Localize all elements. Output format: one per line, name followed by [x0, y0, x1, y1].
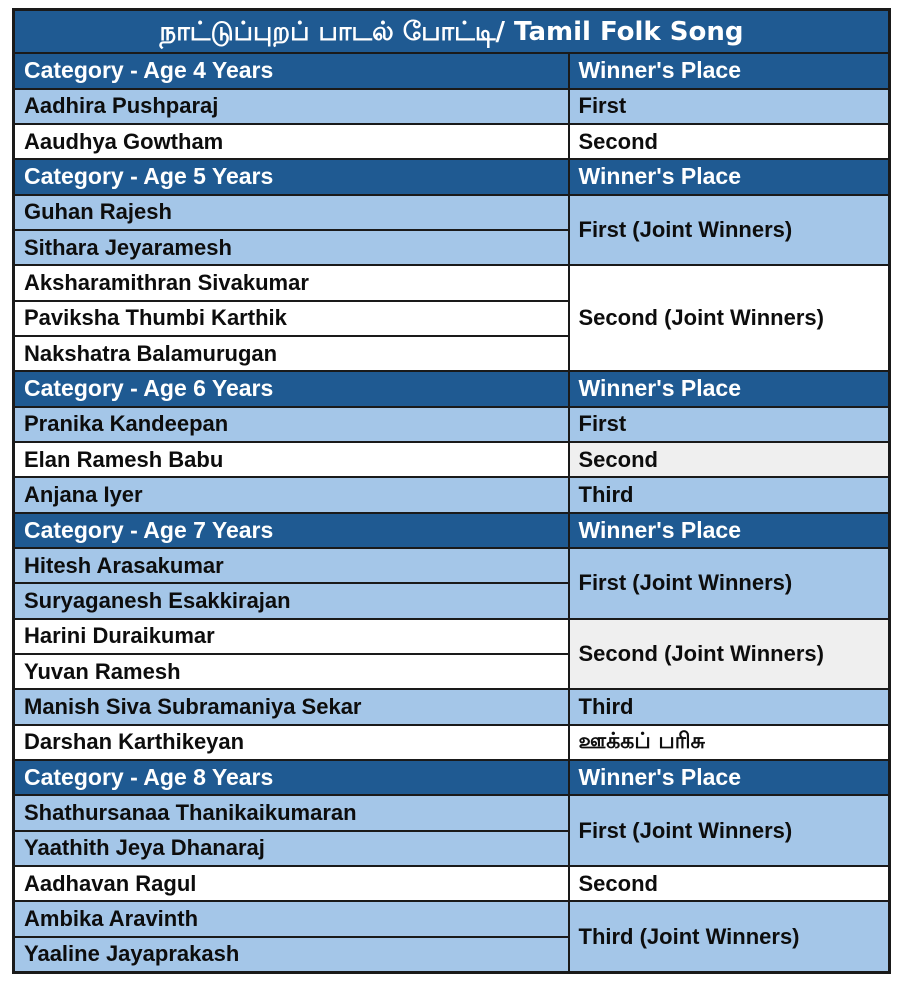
participant-name: Nakshatra Balamurugan: [14, 336, 569, 371]
participant-name: Ambika Aravinth: [14, 901, 569, 936]
participant-name: Aadhavan Ragul: [14, 866, 569, 901]
participant-name: Yuvan Ramesh: [14, 654, 569, 689]
table-row: [14, 901, 890, 936]
winner-place: First: [569, 89, 890, 124]
table-row: [14, 866, 890, 901]
winner-place: ஊக்கப் பரிசு: [569, 725, 890, 760]
table-row: [14, 725, 890, 760]
winners-place-header: Winner's Place: [569, 53, 890, 88]
table-row: [14, 795, 890, 830]
table-title: நாட்டுப்புறப் பாடல் போட்டி/ Tamil Folk Song: [14, 10, 890, 54]
table-row: [14, 89, 890, 124]
category-label: Category - Age 5 Years: [14, 159, 569, 194]
participant-name: Yaaline Jayaprakash: [14, 937, 569, 973]
participant-name: Aaudhya Gowtham: [14, 124, 569, 159]
table-row: [14, 548, 890, 583]
winners-place-header: Winner's Place: [569, 513, 890, 548]
category-label: Category - Age 7 Years: [14, 513, 569, 548]
category-header-row: [14, 371, 890, 406]
participant-name: Hitesh Arasakumar: [14, 548, 569, 583]
title-row: [14, 10, 890, 54]
participant-name: Elan Ramesh Babu: [14, 442, 569, 477]
winners-place-header: Winner's Place: [569, 760, 890, 795]
category-label: Category - Age 8 Years: [14, 760, 569, 795]
table-row: [14, 442, 890, 477]
category-label: Category - Age 6 Years: [14, 371, 569, 406]
winner-place: Third: [569, 477, 890, 512]
category-header-row: [14, 159, 890, 194]
winner-place: Second (Joint Winners): [569, 265, 890, 371]
category-header-row: [14, 513, 890, 548]
participant-name: Aadhira Pushparaj: [14, 89, 569, 124]
winner-place: Second: [569, 442, 890, 477]
participant-name: Guhan Rajesh: [14, 195, 569, 230]
participant-name: Harini Duraikumar: [14, 619, 569, 654]
winners-place-header: Winner's Place: [569, 371, 890, 406]
category-header-row: [14, 53, 890, 88]
table-row: [14, 477, 890, 512]
participant-name: Yaathith Jeya Dhanaraj: [14, 831, 569, 866]
table-row: [14, 265, 890, 300]
participant-name: Darshan Karthikeyan: [14, 725, 569, 760]
participant-name: Suryaganesh Esakkirajan: [14, 583, 569, 618]
table-row: [14, 124, 890, 159]
winner-place: First (Joint Winners): [569, 548, 890, 619]
table-row: [14, 619, 890, 654]
results-table: [12, 8, 891, 974]
category-label: Category - Age 4 Years: [14, 53, 569, 88]
participant-name: Sithara Jeyaramesh: [14, 230, 569, 265]
winner-place: First: [569, 407, 890, 442]
winner-place: First (Joint Winners): [569, 795, 890, 866]
participant-name: Pranika Kandeepan: [14, 407, 569, 442]
participant-name: Paviksha Thumbi Karthik: [14, 301, 569, 336]
participant-name: Aksharamithran Sivakumar: [14, 265, 569, 300]
category-header-row: [14, 760, 890, 795]
winner-place: Second (Joint Winners): [569, 619, 890, 690]
winner-place: First (Joint Winners): [569, 195, 890, 266]
winner-place: Third: [569, 689, 890, 724]
winner-place: Second: [569, 866, 890, 901]
winner-place: Third (Joint Winners): [569, 901, 890, 972]
participant-name: Anjana Iyer: [14, 477, 569, 512]
winners-place-header: Winner's Place: [569, 159, 890, 194]
participant-name: Manish Siva Subramaniya Sekar: [14, 689, 569, 724]
table-row: [14, 195, 890, 230]
winner-place: Second: [569, 124, 890, 159]
participant-name: Shathursanaa Thanikaikumaran: [14, 795, 569, 830]
table-row: [14, 689, 890, 724]
table-row: [14, 407, 890, 442]
